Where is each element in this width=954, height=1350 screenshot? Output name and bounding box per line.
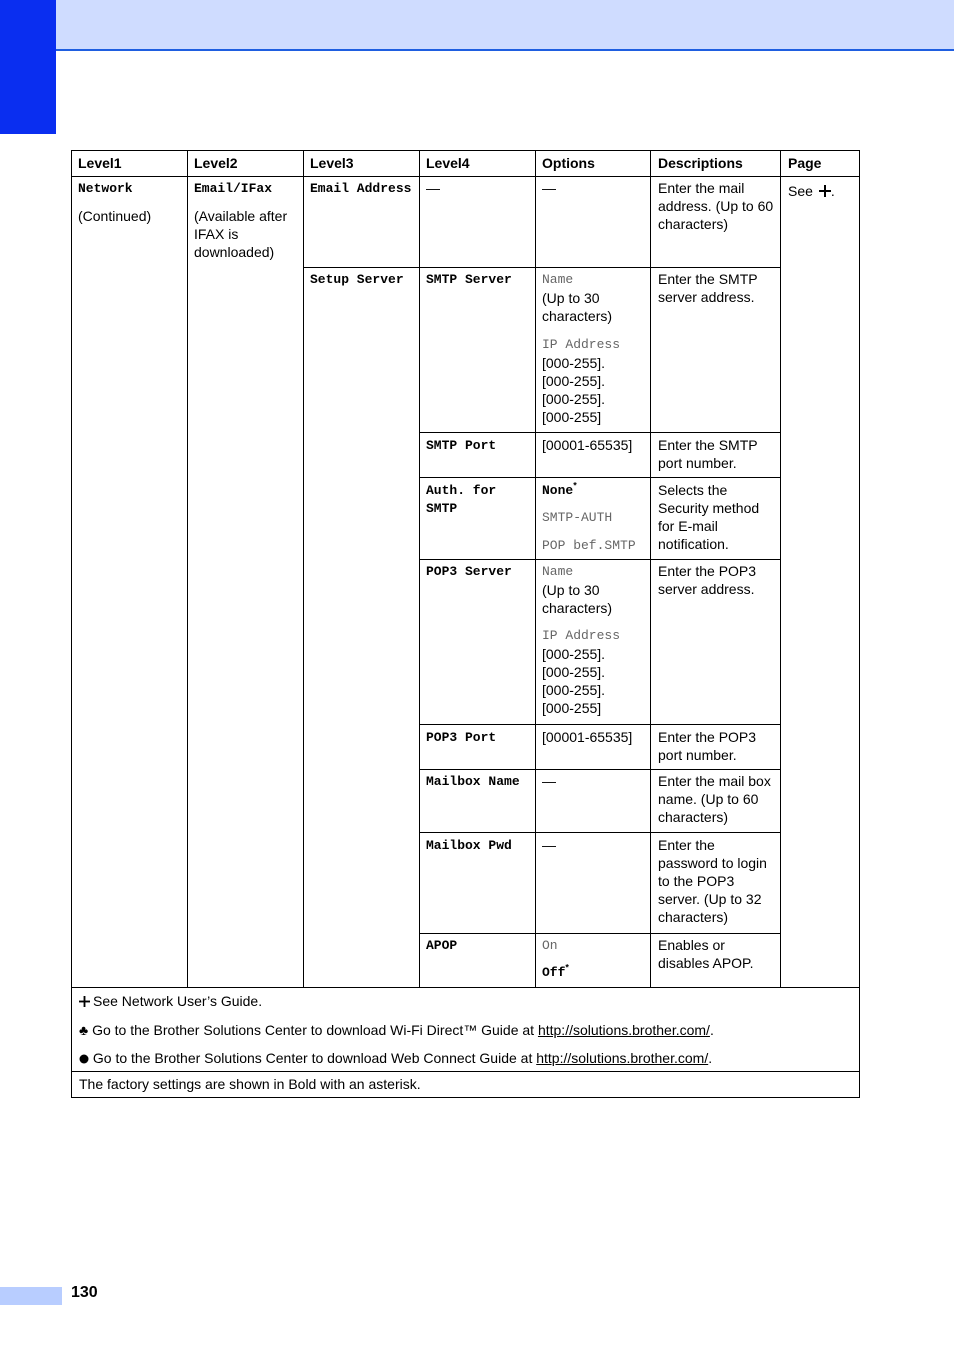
header-level3: Level3	[310, 155, 354, 171]
opt-mailbox-name: —	[542, 773, 556, 789]
page-number-strip	[0, 1287, 62, 1305]
plus-icon	[819, 185, 831, 197]
page-number: 130	[71, 1284, 98, 1301]
level4-dash: —	[426, 180, 440, 196]
desc-auth-smtp: Selects the Security method for E-mail notification.	[658, 482, 760, 552]
opt-pop3-ip-range: [000-255]. [000-255]. [000-255]. [000-255]	[542, 646, 606, 716]
level4-mailbox-pwd: Mailbox Pwd	[426, 838, 512, 853]
opt-apop-on: On	[542, 938, 558, 953]
opt-pop3-name: Name	[542, 564, 574, 579]
opt-smtp-name: Name	[542, 272, 574, 287]
level1-note: (Continued)	[78, 208, 152, 224]
level4-apop: APOP	[426, 938, 458, 953]
page-ref: See .	[788, 183, 835, 199]
opt-auth-none: None*	[542, 480, 577, 498]
desc-apop: Enables or disables APOP.	[658, 937, 754, 971]
factory-settings-note: The factory settings are shown in Bold with an asterisk.	[79, 1076, 421, 1092]
club-icon: ♣	[79, 1022, 89, 1038]
menu-table	[71, 150, 860, 1098]
opt-pop3-name-note: (Up to 30 characters)	[542, 582, 613, 616]
level3-setup-server: Setup Server	[310, 272, 404, 287]
opt-pop3-port: [00001-65535]	[542, 729, 633, 745]
level4-smtp-server: SMTP Server	[426, 272, 512, 287]
level2-email-ifax: Email/IFax	[194, 181, 273, 196]
opt-auth-smtp-auth: SMTP-AUTH	[542, 510, 613, 525]
header-band	[0, 0, 954, 51]
header-level2: Level2	[194, 155, 238, 171]
options-dash: —	[542, 180, 556, 196]
opt-mailbox-pwd: —	[542, 837, 556, 853]
opt-apop-off: Off*	[542, 962, 569, 980]
opt-pop3-ip: IP Address	[542, 628, 621, 643]
level3-email-address: Email Address	[310, 181, 412, 196]
footnote-network-guide: See Network User’s Guide.	[79, 992, 262, 1010]
header-level4: Level4	[426, 155, 470, 171]
solutions-link[interactable]: http://solutions.brother.com/	[536, 1050, 709, 1066]
opt-auth-pop-bef-smtp: POP bef.SMTP	[542, 538, 636, 553]
level4-smtp-port: SMTP Port	[426, 438, 497, 453]
opt-smtp-name-note: (Up to 30 characters)	[542, 290, 613, 324]
desc-smtp-port: Enter the SMTP port number.	[658, 437, 758, 471]
opt-smtp-port: [00001-65535]	[542, 437, 633, 453]
desc-pop3-server: Enter the POP3 server address.	[658, 563, 757, 597]
level1-network: Network	[78, 181, 133, 196]
opt-smtp-ip: IP Address	[542, 337, 621, 352]
level4-mailbox-name: Mailbox Name	[426, 774, 520, 789]
chapter-tab	[0, 0, 56, 134]
cloud-icon	[79, 1054, 89, 1064]
footnote-wifi-direct: ♣ Go to the Brother Solutions Center to download Wi-Fi Direct™ Guide at http://solutions.brother.com/.	[79, 1022, 714, 1038]
desc-pop3-port: Enter the POP3 port number.	[658, 729, 757, 763]
plus-icon	[79, 996, 90, 1007]
level4-auth-smtp: Auth. for SMTP	[426, 483, 497, 516]
level4-pop3-port: POP3 Port	[426, 730, 497, 745]
desc-smtp-server: Enter the SMTP server address.	[658, 271, 758, 305]
desc-email-address: Enter the mail address. (Up to 60 characters)	[658, 180, 774, 232]
header-descriptions: Descriptions	[658, 155, 743, 171]
level2-note: (Available after IFAX is downloaded)	[194, 208, 288, 260]
header-page: Page	[788, 155, 822, 171]
desc-mailbox-name: Enter the mail box name. (Up to 60 characters)	[658, 773, 771, 825]
footnote-web-connect: Go to the Brother Solutions Center to download Web Connect Guide at http://solutions.brother.com/.	[79, 1049, 712, 1067]
header-level1: Level1	[78, 155, 122, 171]
desc-mailbox-pwd: Enter the password to login to the POP3 server. (Up to 32 characters)	[658, 837, 767, 925]
level4-pop3-server: POP3 Server	[426, 564, 512, 579]
header-options: Options	[542, 155, 595, 171]
opt-smtp-ip-range: [000-255]. [000-255]. [000-255]. [000-255]	[542, 355, 606, 425]
solutions-link[interactable]: http://solutions.brother.com/	[537, 1022, 710, 1038]
